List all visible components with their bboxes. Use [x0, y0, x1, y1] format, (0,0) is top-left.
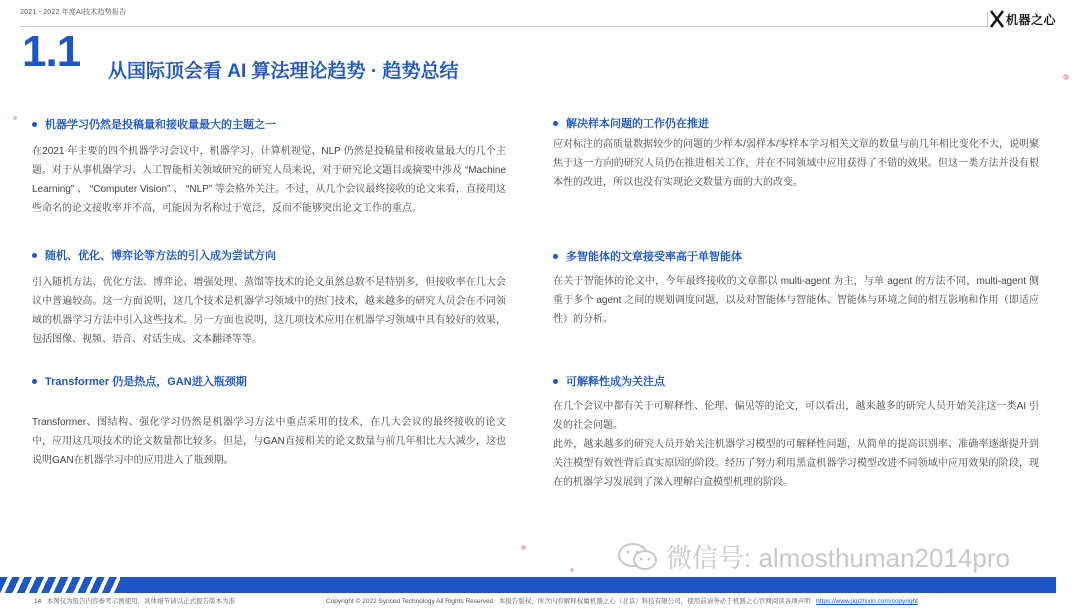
block-heading: [553, 248, 1039, 264]
block-heading-text: 可解释性成为关注点: [566, 376, 665, 388]
logo: [990, 10, 1056, 28]
copyright-link[interactable]: https://www.jiqizhixin.com/copyright: [816, 598, 918, 605]
block-text: 在2021 年主要的四个机器学习会议中，机器学习、计算机视觉、NLP 仍然是投稿量和接收量最大的几个主题。对于从事机器学习、人工智能相关领域研究的研究人员来说，对于研究论文题目或摘要中涉及 “Machine Learning” 、 “Computer Vision” 、 “NLP” 等会格外关注。不过，从几个会议最终接收的论文来看，直接用这些命名的论文接收率并不高，可能因为名称过于宽泛，反而不能够突出论文工作的重点。: [32, 146, 506, 214]
footer-left: [34, 596, 235, 605]
watermark: [616, 538, 1010, 575]
decor-dot: [13, 116, 17, 120]
block-heading-text: 解决样本问题的工作仍在推进: [566, 118, 709, 130]
footer-right: [326, 596, 918, 605]
decor-dot: [1063, 74, 1069, 80]
block-heading: [32, 373, 506, 389]
block-heading: [553, 373, 1039, 389]
wechat-icon: [616, 541, 660, 573]
block-sample-problem: [553, 115, 1039, 192]
bullet-icon: [553, 379, 558, 384]
logo-mark-icon: [990, 10, 1004, 28]
decor-dot: [521, 545, 526, 550]
bullet-icon: [32, 122, 37, 127]
block-heading-text: 多智能体的文章接受率高于单智能体: [566, 251, 742, 263]
header-rule: [20, 26, 988, 27]
section-number: 1.1: [22, 27, 81, 76]
block-text: 在几个会议中都有关于可解释性、伦理、偏见等的论文，可以看出，越来越多的研究人员开始关注这一类AI 引发的社会问题。: [553, 401, 1039, 431]
logo-text: 机器之心: [1005, 12, 1056, 27]
block-text: 应对标注的高质量数据较少的问题的少样本/弱样本/零样本学习相关文章的数量与前几年相比变化不大，说明聚焦于这一方向的研究人员仍在推进相关工作，并在不同领域中应用获得了不错的效果。但这一类方法并没有根本性的改进，所以也没有实现论文数量方面的大的改变。: [553, 139, 1039, 188]
block-heading-text: 随机、优化、博弈论等方法的引入成为尝试方向: [45, 250, 276, 262]
report-title: 2021 - 2022 年度AI技术趋势报告: [20, 9, 127, 16]
block-heading: [32, 247, 506, 263]
block-transformer: [32, 373, 506, 470]
block-text-2: 此外，越来越多的研究人员开始关注机器学习模型的可解释性问题，从简单的提高识别率、准确率逐渐提升到关注模型有效性背后真实原因的阶段。经历了努力利用黑盒机器学习模型改进不同领域中应用效果的阶段，现在的机器学习发展到了深入理解白盒模型机理的阶段。: [553, 439, 1039, 488]
bullet-icon: [32, 379, 37, 384]
header-rule-end: [987, 12, 988, 26]
block-text: 引入随机方法、优化方法、博弈论、增强处理、蒸馏等技术的论文虽然总数不是特别多，但接收率在几大会议中普遍较高。这一方面说明，这几个技术是机器学习领域中的热门技术，越来越多的研究人员会在不同领域的机器学习方法中引入这些技术。另一方面也说明，这几项技术应用在机器学习领域中具有较好的效果，包括图像、视频、语音、对话生成、文本翻译等等。: [32, 277, 506, 345]
block-interpretability: [553, 373, 1039, 492]
copyright-text: Copyright © 2022 Synced Technology All Rights Reserved: [326, 598, 494, 605]
bullet-icon: [553, 121, 558, 126]
block-heading: [32, 116, 506, 132]
block-text: Transformer、图结构、强化学习仍然是机器学习方法中重点采用的技术，在几大会议的最终接收的论文中，应用这几项技术的论文数量都比较多。但是，与GAN直接相关的论文数量与前几年相比大大减少，这也说明GAN在机器学习中的应用进入了瓶颈期。: [32, 417, 506, 466]
decor-dot: [570, 568, 574, 572]
bullet-icon: [553, 254, 558, 259]
block-heading-text: Transformer 仍是热点，GAN进入瓶颈期: [45, 376, 247, 388]
page-number: 14: [34, 598, 42, 605]
watermark-text: 微信号: almosthuman2014pro: [666, 543, 1010, 573]
bullet-icon: [32, 253, 37, 258]
block-heading-text: 机器学习仍然是投稿量和接收量最大的主题之一: [45, 119, 276, 131]
block-ml-topics: [32, 116, 506, 218]
block-multi-agent: [553, 248, 1039, 329]
section-title: 从国际顶会看 AI 算法理论趋势 · 趋势总结: [108, 61, 459, 82]
block-random-methods: [32, 247, 506, 349]
footer-note: 本图仅为报告内容参考示例使用，具体细节请以正式报告版本为准: [46, 598, 236, 605]
block-text: 在关于智能体的论文中，今年最终接收的文章都以 multi-agent 为主，与单 agent 的方法不同，multi-agent 侧重于多个 agent 之间的规划调度问题，以及对智能体与智能体、智能体与环境之间的相互影响和作用（即适应性）的分析。: [553, 276, 1039, 325]
footer-bar: [120, 577, 1056, 593]
block-heading: [553, 115, 1039, 131]
rights-note: 本报告版权、所含内容解释权属机器之心（北京）科技有限公司，使用前请务必于机器之心官网阅读各项声明: [498, 598, 811, 605]
